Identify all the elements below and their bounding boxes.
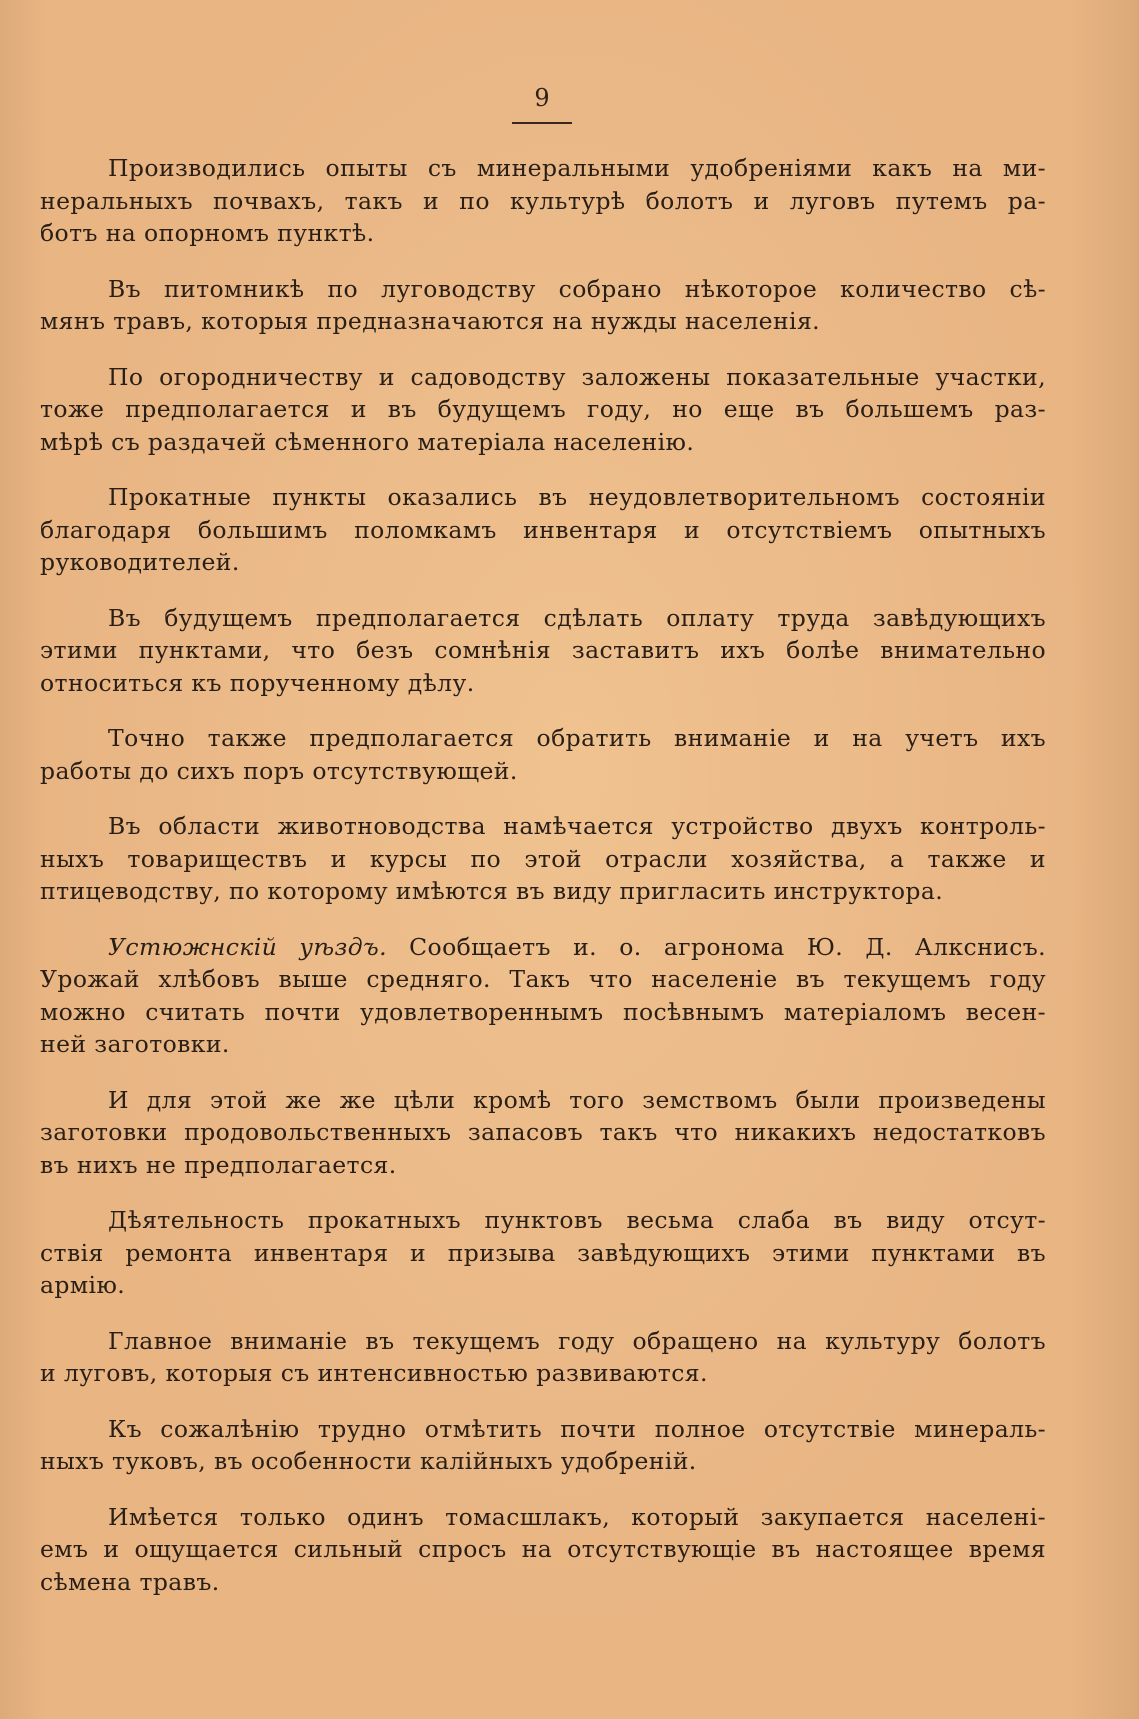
text-line: ствія ремонта инвентаря и призыва завѣдующихъ этими пунктами въ	[40, 1238, 1046, 1267]
paragraph	[40, 810, 1046, 908]
paragraph	[40, 722, 1046, 787]
text-line: И для этой же же цѣли кромѣ того земствомъ были произведены	[108, 1085, 1046, 1114]
text-line: птицеводству, по которому имѣются въ виду пригласить инструктора.	[40, 877, 944, 905]
text-line: Въ области животноводства намѣчается устройство двухъ контроль-	[108, 812, 1046, 840]
text-line: По огородничеству и садоводству заложены показательные участки,	[108, 362, 1046, 391]
district-heading: Устюжнскій уѣздъ.	[108, 932, 387, 961]
paragraph	[40, 1204, 1046, 1302]
text-line	[40, 931, 1046, 964]
paragraph	[40, 481, 1046, 579]
paragraph	[40, 1413, 1046, 1478]
text-line: сѣмена травъ.	[40, 1567, 220, 1596]
paragraph	[40, 602, 1046, 700]
text-line: работы до сихъ поръ отсутствующей.	[40, 756, 518, 785]
text-line: Дѣятельность прокатныхъ пунктовъ весьма слаба въ виду отсут-	[108, 1206, 1046, 1234]
body-text	[40, 152, 1046, 1621]
text-line: ней заготовки.	[40, 1030, 230, 1058]
page-number: 9	[534, 84, 550, 112]
paragraph	[40, 152, 1046, 250]
text-line: ныхъ товариществъ и курсы по этой отрасли хозяйства, а также и	[40, 844, 1046, 873]
text-line: Къ сожалѣнію трудно отмѣтить почти полное отсутствіе минераль-	[108, 1414, 1046, 1443]
text-line: ныхъ туковъ, въ особенности калійныхъ удобреній.	[40, 1447, 697, 1475]
paragraph	[40, 931, 1046, 1061]
text-line: руководителей.	[40, 548, 240, 576]
line-text: Сообщаетъ и. о. агронома Ю. Д. Алкснисъ.	[386, 932, 1046, 961]
text-line: благодаря большимъ поломкамъ инвентаря и отсутствіемъ опытныхъ	[40, 515, 1046, 544]
paragraph	[40, 1084, 1046, 1182]
paragraph	[40, 1325, 1046, 1390]
text-line: можно считать почти удовлетвореннымъ посѣвнымъ матеріаломъ весен-	[40, 997, 1046, 1026]
text-line: этими пунктами, что безъ сомнѣнія заставитъ ихъ болѣе внимательно	[40, 636, 1046, 664]
text-line: Производились опыты съ минеральными удобреніями какъ на ми-	[108, 154, 1046, 182]
text-line: и луговъ, которыя съ интенсивностью развиваются.	[40, 1359, 708, 1387]
text-line: Главное вниманіе въ текущемъ году обращено на культуру болотъ	[108, 1326, 1046, 1355]
text-line: неральныхъ почвахъ, такъ и по культурѣ болотъ и луговъ путемъ ра-	[40, 186, 1046, 215]
text-line: въ нихъ не предполагается.	[40, 1150, 397, 1179]
text-line: Точно также предполагается обратить вниманіе и на учетъ ихъ	[108, 724, 1046, 752]
text-line: ботъ на опорномъ пунктѣ.	[40, 219, 375, 247]
paragraph	[40, 361, 1046, 459]
text-line: армію.	[40, 1271, 126, 1299]
text-line: Имѣется только одинъ томасшлакъ, который закупается населені-	[108, 1502, 1046, 1531]
paragraph	[40, 1501, 1046, 1599]
text-line: мѣрѣ съ раздачей сѣменного матеріала населенію.	[40, 427, 695, 456]
text-line: тоже предполагается и въ будущемъ году, но еще въ большемъ раз-	[40, 395, 1046, 423]
text-line: Въ будущемъ предполагается сдѣлать оплату труда завѣдующихъ	[108, 603, 1046, 632]
text-line: мянъ травъ, которыя предназначаются на нужды населенія.	[40, 307, 821, 335]
page-number-rule	[512, 122, 572, 124]
text-line: заготовки продовольственныхъ запасовъ такъ что никакихъ недостатковъ	[40, 1118, 1046, 1146]
text-line: Прокатные пункты оказались въ неудовлетворительномъ состояніи	[108, 483, 1046, 511]
text-line: Урожай хлѣбовъ выше средняго. Такъ что населеніе въ текущемъ году	[40, 965, 1046, 993]
paragraph	[40, 273, 1046, 338]
text-line: емъ и ощущается сильный спросъ на отсутствующіе въ настоящее время	[40, 1535, 1046, 1563]
text-line: Въ питомникѣ по луговодству собрано нѣкоторое количество сѣ-	[108, 274, 1046, 303]
text-line: относиться къ порученному дѣлу.	[40, 668, 475, 697]
